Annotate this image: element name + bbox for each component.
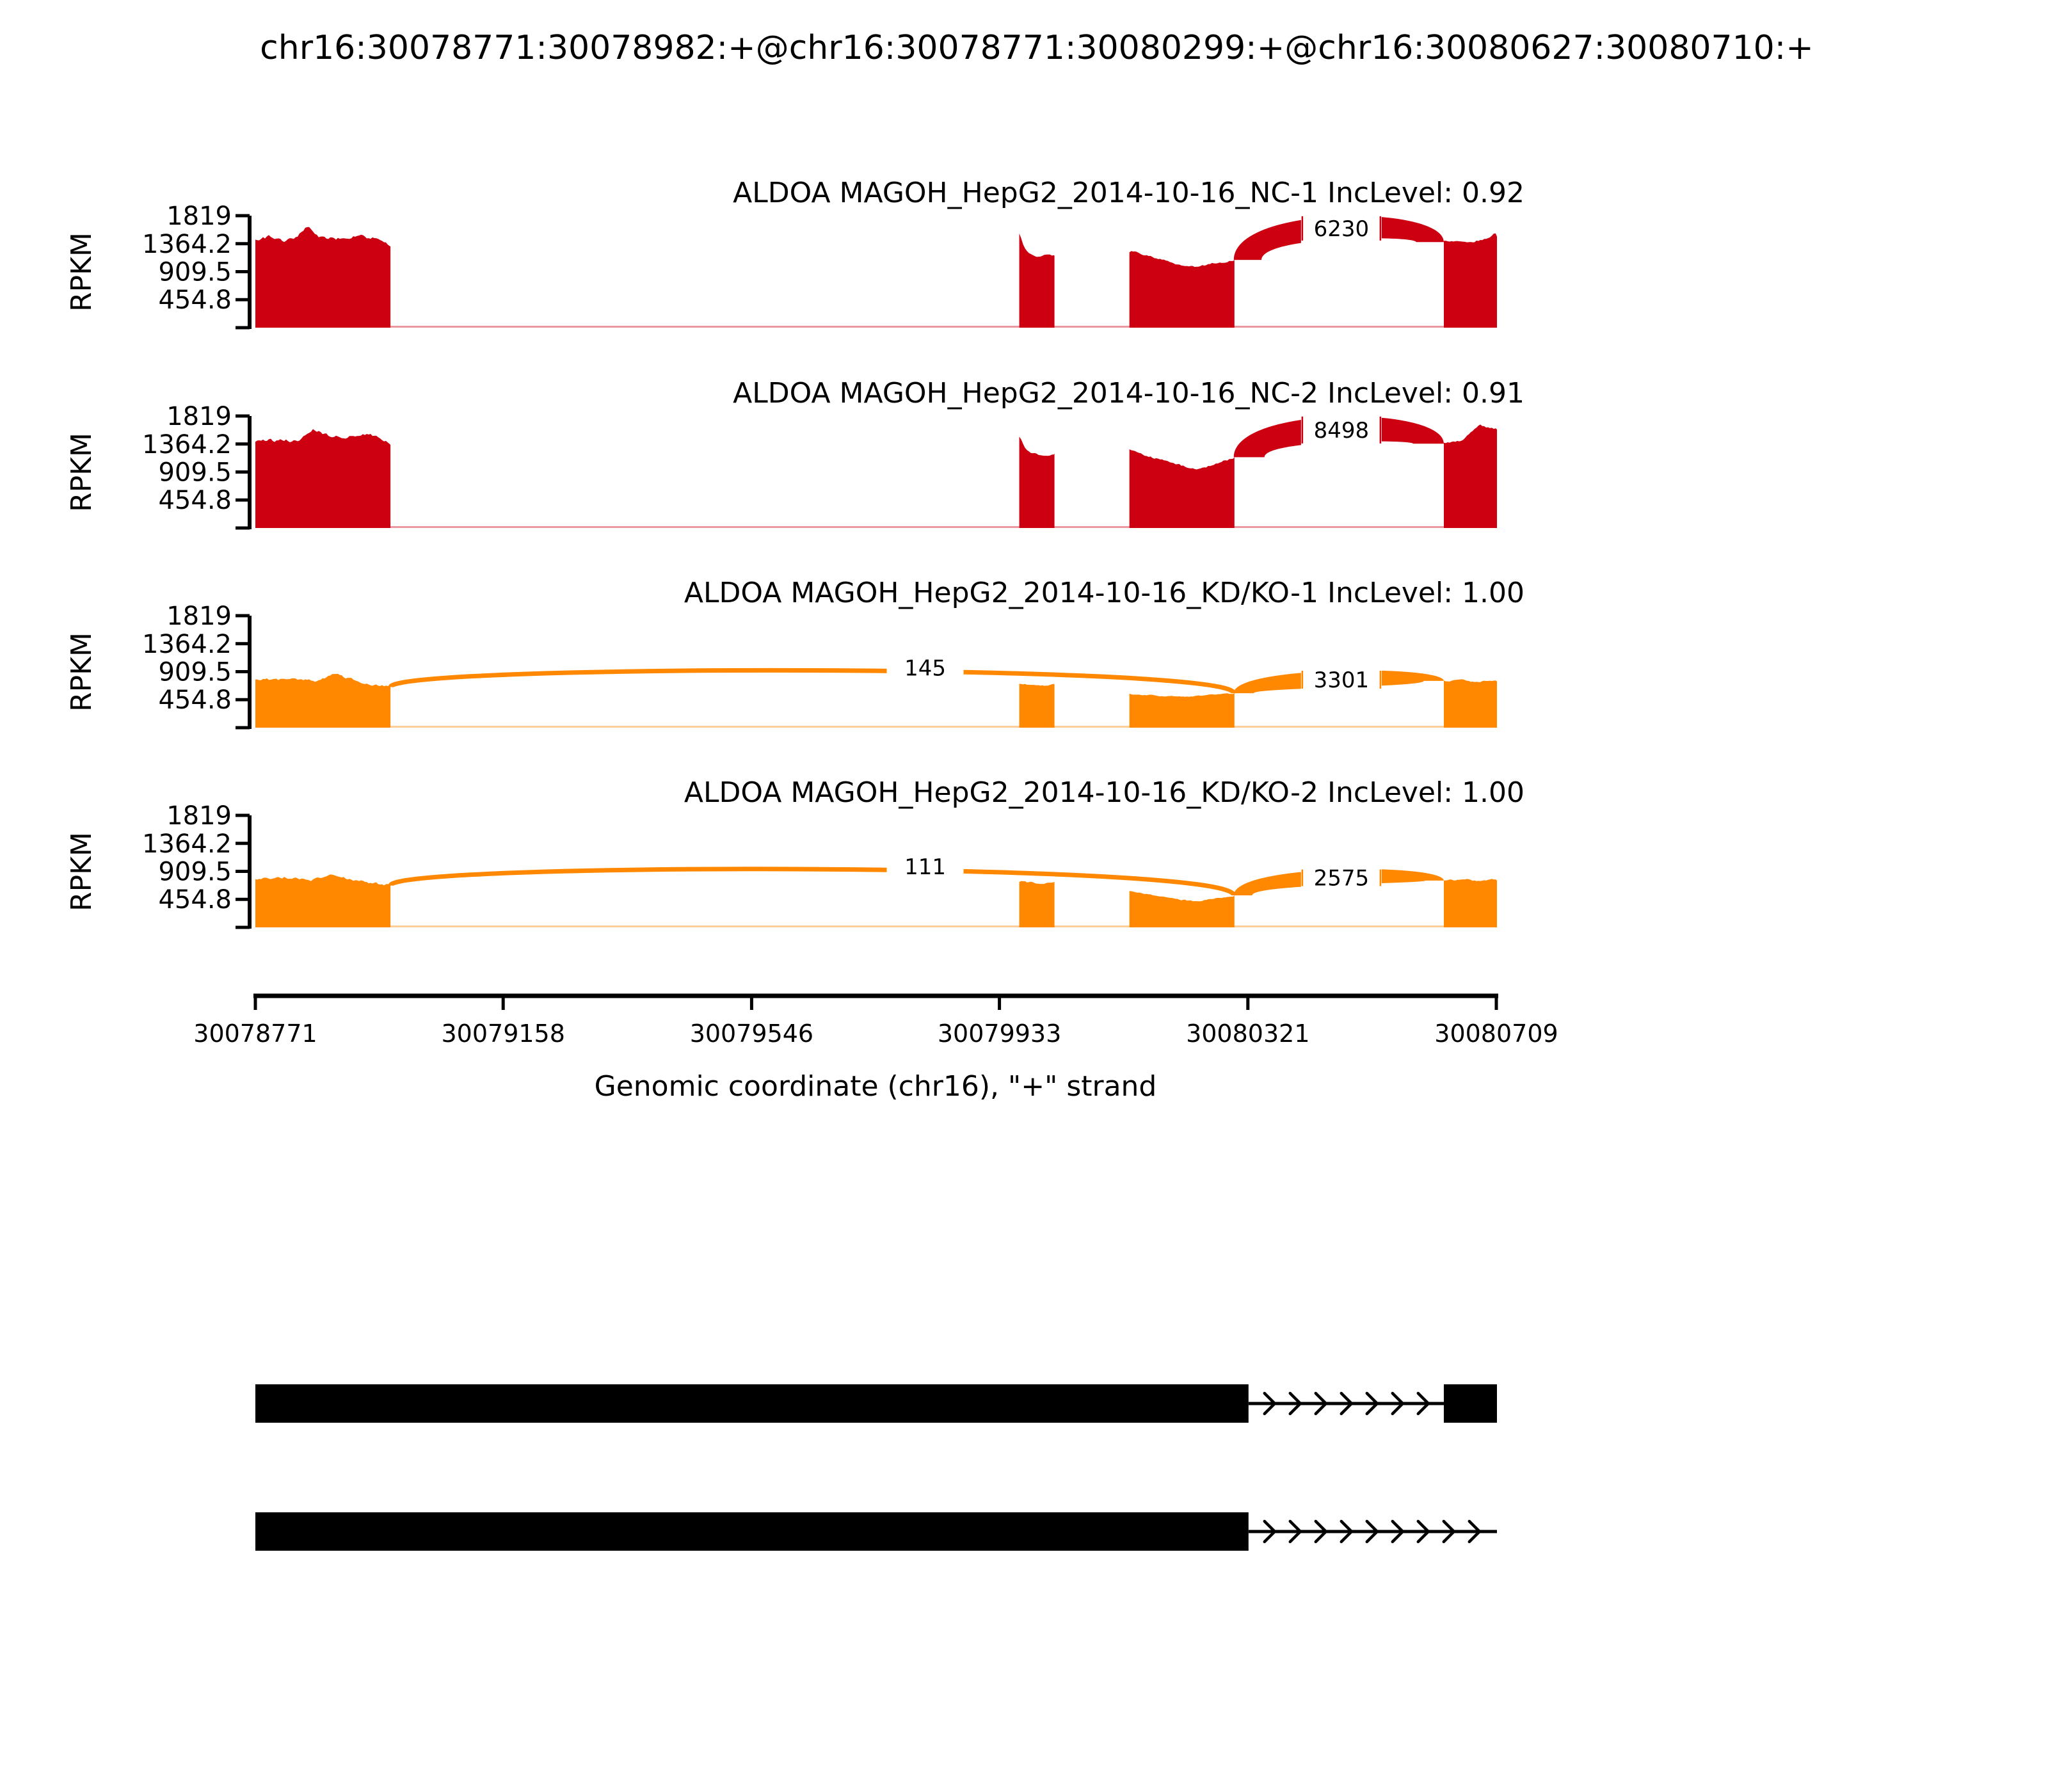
x-tick-label: 30078771 (193, 1020, 317, 1048)
coverage-block-2 (1020, 684, 1055, 728)
coverage-block-1 (255, 429, 390, 529)
junction-read-count: 3301 (1313, 668, 1370, 694)
x-tick-label: 30079158 (441, 1020, 565, 1048)
junction-read-count: 8498 (1313, 417, 1370, 444)
y-tick-label: 1364.2 (142, 429, 232, 460)
exon-box (1444, 1384, 1497, 1423)
y-tick-label: 454.8 (158, 885, 232, 915)
track-label: ALDOA MAGOH_HepG2_2014-10-16_KD/KO-1 IncLevel: 1.00 (684, 577, 1524, 609)
junction-read-count: 2575 (1313, 865, 1370, 892)
junction-read-count: 111 (904, 854, 946, 881)
y-tick-label: 909.5 (158, 458, 232, 488)
y-tick-label: 1819 (166, 602, 232, 631)
track-label: ALDOA MAGOH_HepG2_2014-10-16_KD/KO-2 IncLevel: 1.00 (684, 776, 1524, 809)
coverage-block-1 (255, 227, 390, 328)
x-axis-title: Genomic coordinate (chr16), "+" strand (594, 1070, 1157, 1103)
exon-box (255, 1384, 1249, 1423)
junction-read-count: 145 (904, 655, 946, 682)
x-tick-label: 30079933 (937, 1020, 1062, 1048)
y-tick-label: 454.8 (158, 685, 232, 716)
exon-box (255, 1512, 1249, 1551)
y-tick-label: 454.8 (158, 486, 232, 516)
y-tick-label: 1364.2 (142, 229, 232, 259)
y-tick-label: 1364.2 (142, 829, 232, 859)
y-axis-title: RPKM (65, 832, 98, 911)
coverage-block-4 (1444, 234, 1497, 328)
y-axis-title: RPKM (65, 232, 98, 312)
coverage-block-2 (1020, 881, 1055, 927)
y-tick-label: 909.5 (158, 257, 232, 287)
baseline-coverage (255, 526, 1496, 528)
y-tick-label: 909.5 (158, 857, 232, 887)
coverage-block-3 (1130, 693, 1235, 728)
coverage-block-4 (1444, 879, 1497, 927)
y-tick-label: 454.8 (158, 285, 232, 316)
y-axis-title: RPKM (65, 632, 98, 712)
baseline-coverage (255, 326, 1496, 328)
x-tick-label: 30080709 (1434, 1020, 1558, 1048)
x-tick-label: 30080321 (1186, 1020, 1310, 1048)
y-tick-label: 1364.2 (142, 629, 232, 659)
baseline-coverage (255, 726, 1496, 728)
y-tick-label: 1819 (166, 801, 232, 831)
plot-title: chr16:30078771:30078982:+@chr16:30078771:30080299:+@chr16:30080627:30080710:+ (260, 29, 1814, 67)
y-tick-label: 1819 (166, 402, 232, 431)
track-label: ALDOA MAGOH_HepG2_2014-10-16_NC-2 IncLevel: 0.91 (733, 377, 1524, 410)
baseline-coverage (255, 925, 1496, 927)
junction-read-count: 6230 (1313, 216, 1370, 242)
y-tick-label: 909.5 (158, 657, 232, 687)
coverage-block-4 (1444, 679, 1497, 728)
track-label: ALDOA MAGOH_HepG2_2014-10-16_NC-1 IncLevel: 0.92 (733, 177, 1524, 209)
x-tick-label: 30079546 (689, 1020, 814, 1048)
y-tick-label: 1819 (166, 202, 232, 231)
y-axis-title: RPKM (65, 433, 98, 512)
